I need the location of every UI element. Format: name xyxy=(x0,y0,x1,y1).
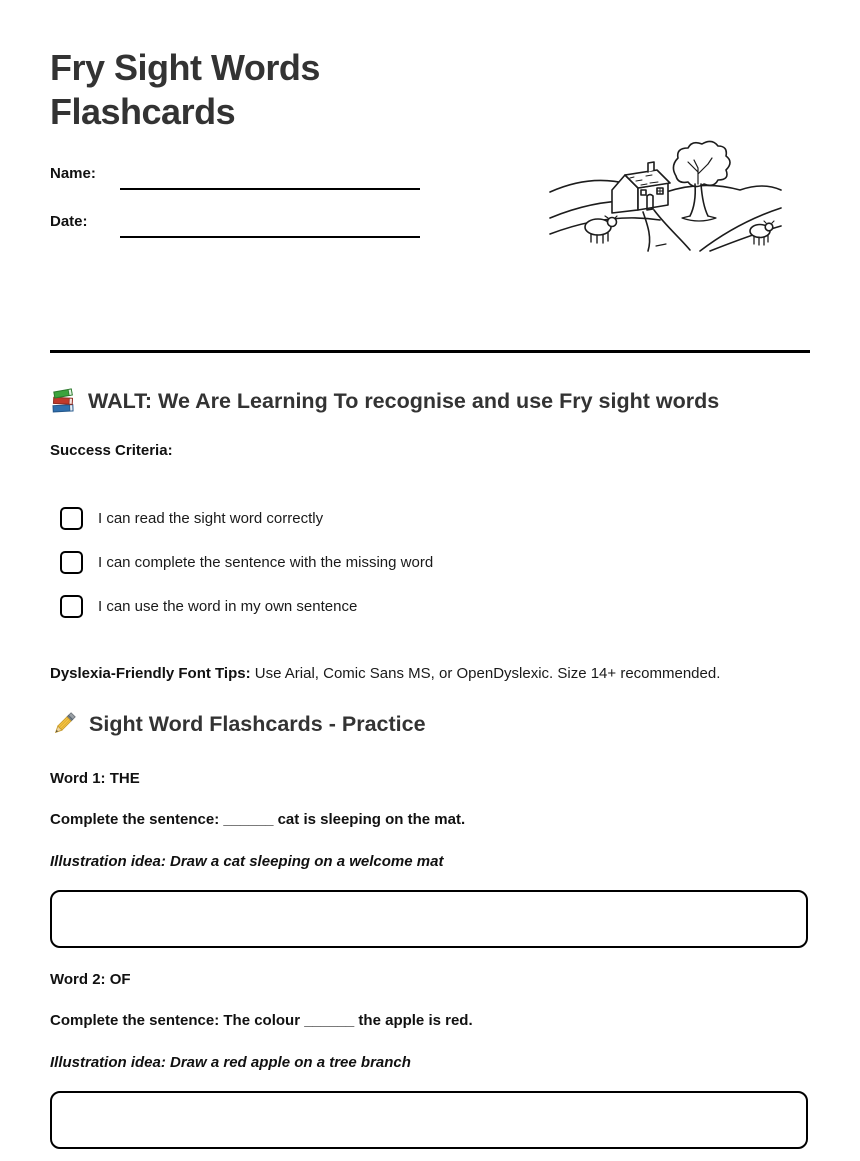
success-criteria-label: Success Criteria: xyxy=(50,442,173,459)
checklist-item-label: I can complete the sentence with the missing word xyxy=(98,553,434,571)
sentence-prompt: Complete the sentence: ______ cat is sleeping on the mat. xyxy=(50,811,466,828)
checklist-row xyxy=(60,595,433,618)
drawing-box[interactable] xyxy=(50,890,808,948)
name-line[interactable] xyxy=(120,166,420,190)
date-label: Date: xyxy=(50,213,88,230)
sentence-prompt: Complete the sentence: The colour ______ the apple is red. xyxy=(50,1012,473,1029)
name-label: Name: xyxy=(50,165,96,182)
word-section xyxy=(50,971,810,1149)
pencil-icon xyxy=(50,710,78,738)
font-tips xyxy=(50,665,720,683)
page-title: Fry Sight Words Flashcards xyxy=(50,47,320,132)
checkbox[interactable] xyxy=(60,507,83,530)
word-label: Word 2: OF xyxy=(50,971,131,988)
illustration-idea: Illustration idea: Draw a cat sleeping on a welcome mat xyxy=(50,853,444,870)
books-icon xyxy=(50,388,77,415)
section-divider xyxy=(50,350,810,353)
farm-illustration xyxy=(548,138,783,253)
date-line[interactable] xyxy=(120,214,420,238)
word-section xyxy=(50,770,810,948)
checklist-item-label: I can use the word in my own sentence xyxy=(98,597,358,615)
checkbox[interactable] xyxy=(60,595,83,618)
walt-heading-row xyxy=(50,388,719,415)
walt-heading: WALT: We Are Learning To recognise and use Fry sight words xyxy=(88,389,720,413)
font-tips-label: Dyslexia-Friendly Font Tips: xyxy=(50,665,251,682)
practice-heading: Sight Word Flashcards - Practice xyxy=(89,711,426,736)
word-sections xyxy=(50,770,810,1161)
drawing-box[interactable] xyxy=(50,1091,808,1149)
word-label: Word 1: THE xyxy=(50,770,140,787)
checklist-item-label: I can read the sight word correctly xyxy=(98,509,324,527)
success-criteria-checklist xyxy=(60,507,433,618)
checkbox[interactable] xyxy=(60,551,83,574)
illustration-idea: Illustration idea: Draw a red apple on a tree branch xyxy=(50,1054,411,1071)
practice-heading-row xyxy=(50,710,426,738)
checklist-row xyxy=(60,507,433,530)
checklist-row xyxy=(60,551,433,574)
font-tips-text: Use Arial, Comic Sans MS, or OpenDyslexic. Size 14+ recommended. xyxy=(250,665,721,682)
